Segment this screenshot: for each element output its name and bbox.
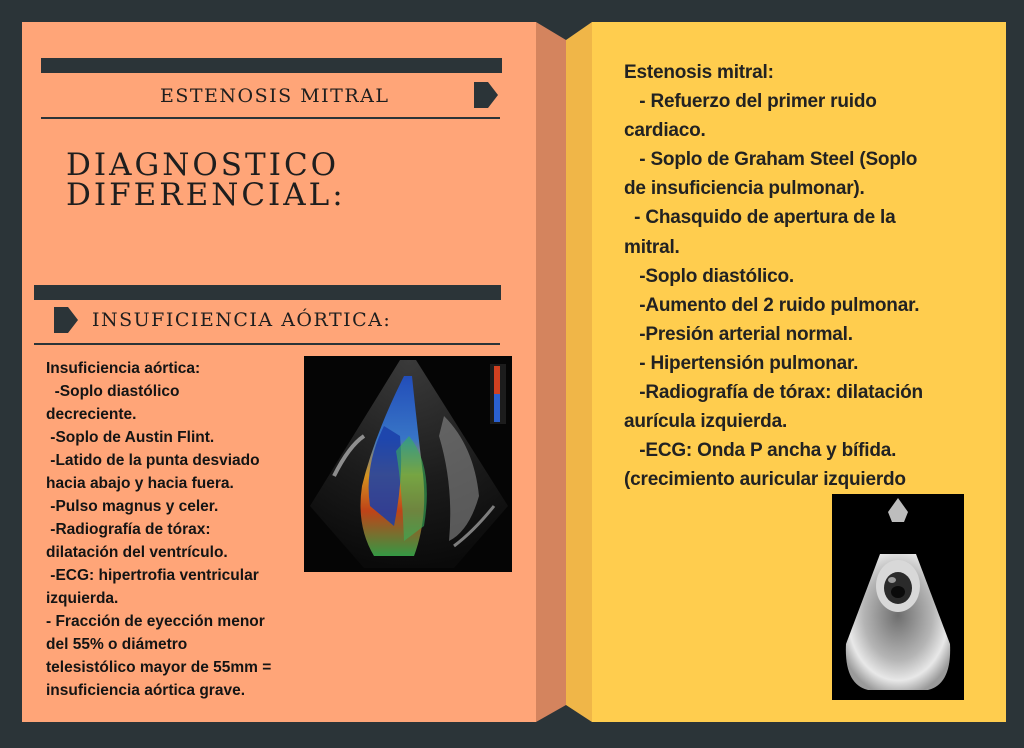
text-line: - Soplo de Graham Steel (Soplo [624, 149, 918, 171]
title-line-2: DIFERENCIAL: [66, 177, 346, 213]
text-line: -Soplo de Austin Flint. [46, 429, 215, 446]
text-line: -Presión arterial normal. [624, 323, 853, 345]
text-line: cardiaco. [624, 120, 706, 142]
text-line: - Chasquido de apertura de la [624, 207, 896, 229]
mitral-stenosis-text [624, 58, 923, 494]
aortic-insufficiency-text [46, 357, 271, 702]
text-line: del 55% o diámetro [46, 636, 188, 653]
text-line: -Soplo diastólico. [624, 265, 794, 287]
text-line: - Hipertensión pulmonar. [624, 352, 859, 374]
text-line: mitral. [624, 236, 680, 258]
subsection-bar-top [34, 285, 501, 300]
text-line: de insuficiencia pulmonar). [624, 178, 865, 200]
section-label: ESTENOSIS MITRAL [160, 85, 390, 107]
text-line: -Radiografía de tórax: [46, 521, 211, 538]
text-line: -Radiografía de tórax: dilatación [624, 382, 923, 404]
text-line: dilatación del ventrículo. [46, 544, 228, 561]
title-line-1: DIAGNOSTICO [66, 147, 340, 183]
text-line: - Refuerzo del primer ruido [624, 91, 877, 113]
page-title [66, 147, 346, 213]
text-line: Insuficiencia aórtica: [46, 360, 201, 377]
subsection-rule [34, 343, 500, 345]
text-line: (crecimiento auricular izquierdo [624, 469, 906, 491]
text-line: hacia abajo y hacia fuera. [46, 475, 234, 492]
text-line: -Latido de la punta desviado [46, 452, 260, 469]
text-line: izquierda. [46, 590, 119, 607]
arrow-right-icon [52, 307, 80, 333]
text-line: - Fracción de eyección menor [46, 613, 265, 630]
text-line: -Soplo diastólico [46, 383, 180, 400]
subsection-label: INSUFICIENCIA AÓRTICA: [92, 309, 392, 331]
text-line: -ECG: hipertrofia ventricular [46, 567, 259, 584]
header-rule [41, 117, 500, 119]
header-bar-top [41, 58, 502, 73]
text-line: Estenosis mitral: [624, 62, 774, 83]
text-line: aurícula izquierda. [624, 411, 788, 433]
arrow-right-icon [472, 82, 500, 108]
ultrasound-image [832, 494, 964, 700]
text-line: telesistólico mayor de 55mm = [46, 659, 272, 676]
text-line: -Pulso magnus y celer. [46, 498, 219, 515]
text-line: insuficiencia aórtica grave. [46, 682, 246, 699]
echocardiogram-doppler-image [304, 356, 512, 572]
text-line: decreciente. [46, 406, 137, 423]
text-line: -Aumento del 2 ruido pulmonar. [624, 294, 920, 316]
text-line: -ECG: Onda P ancha y bífida. [624, 440, 897, 462]
